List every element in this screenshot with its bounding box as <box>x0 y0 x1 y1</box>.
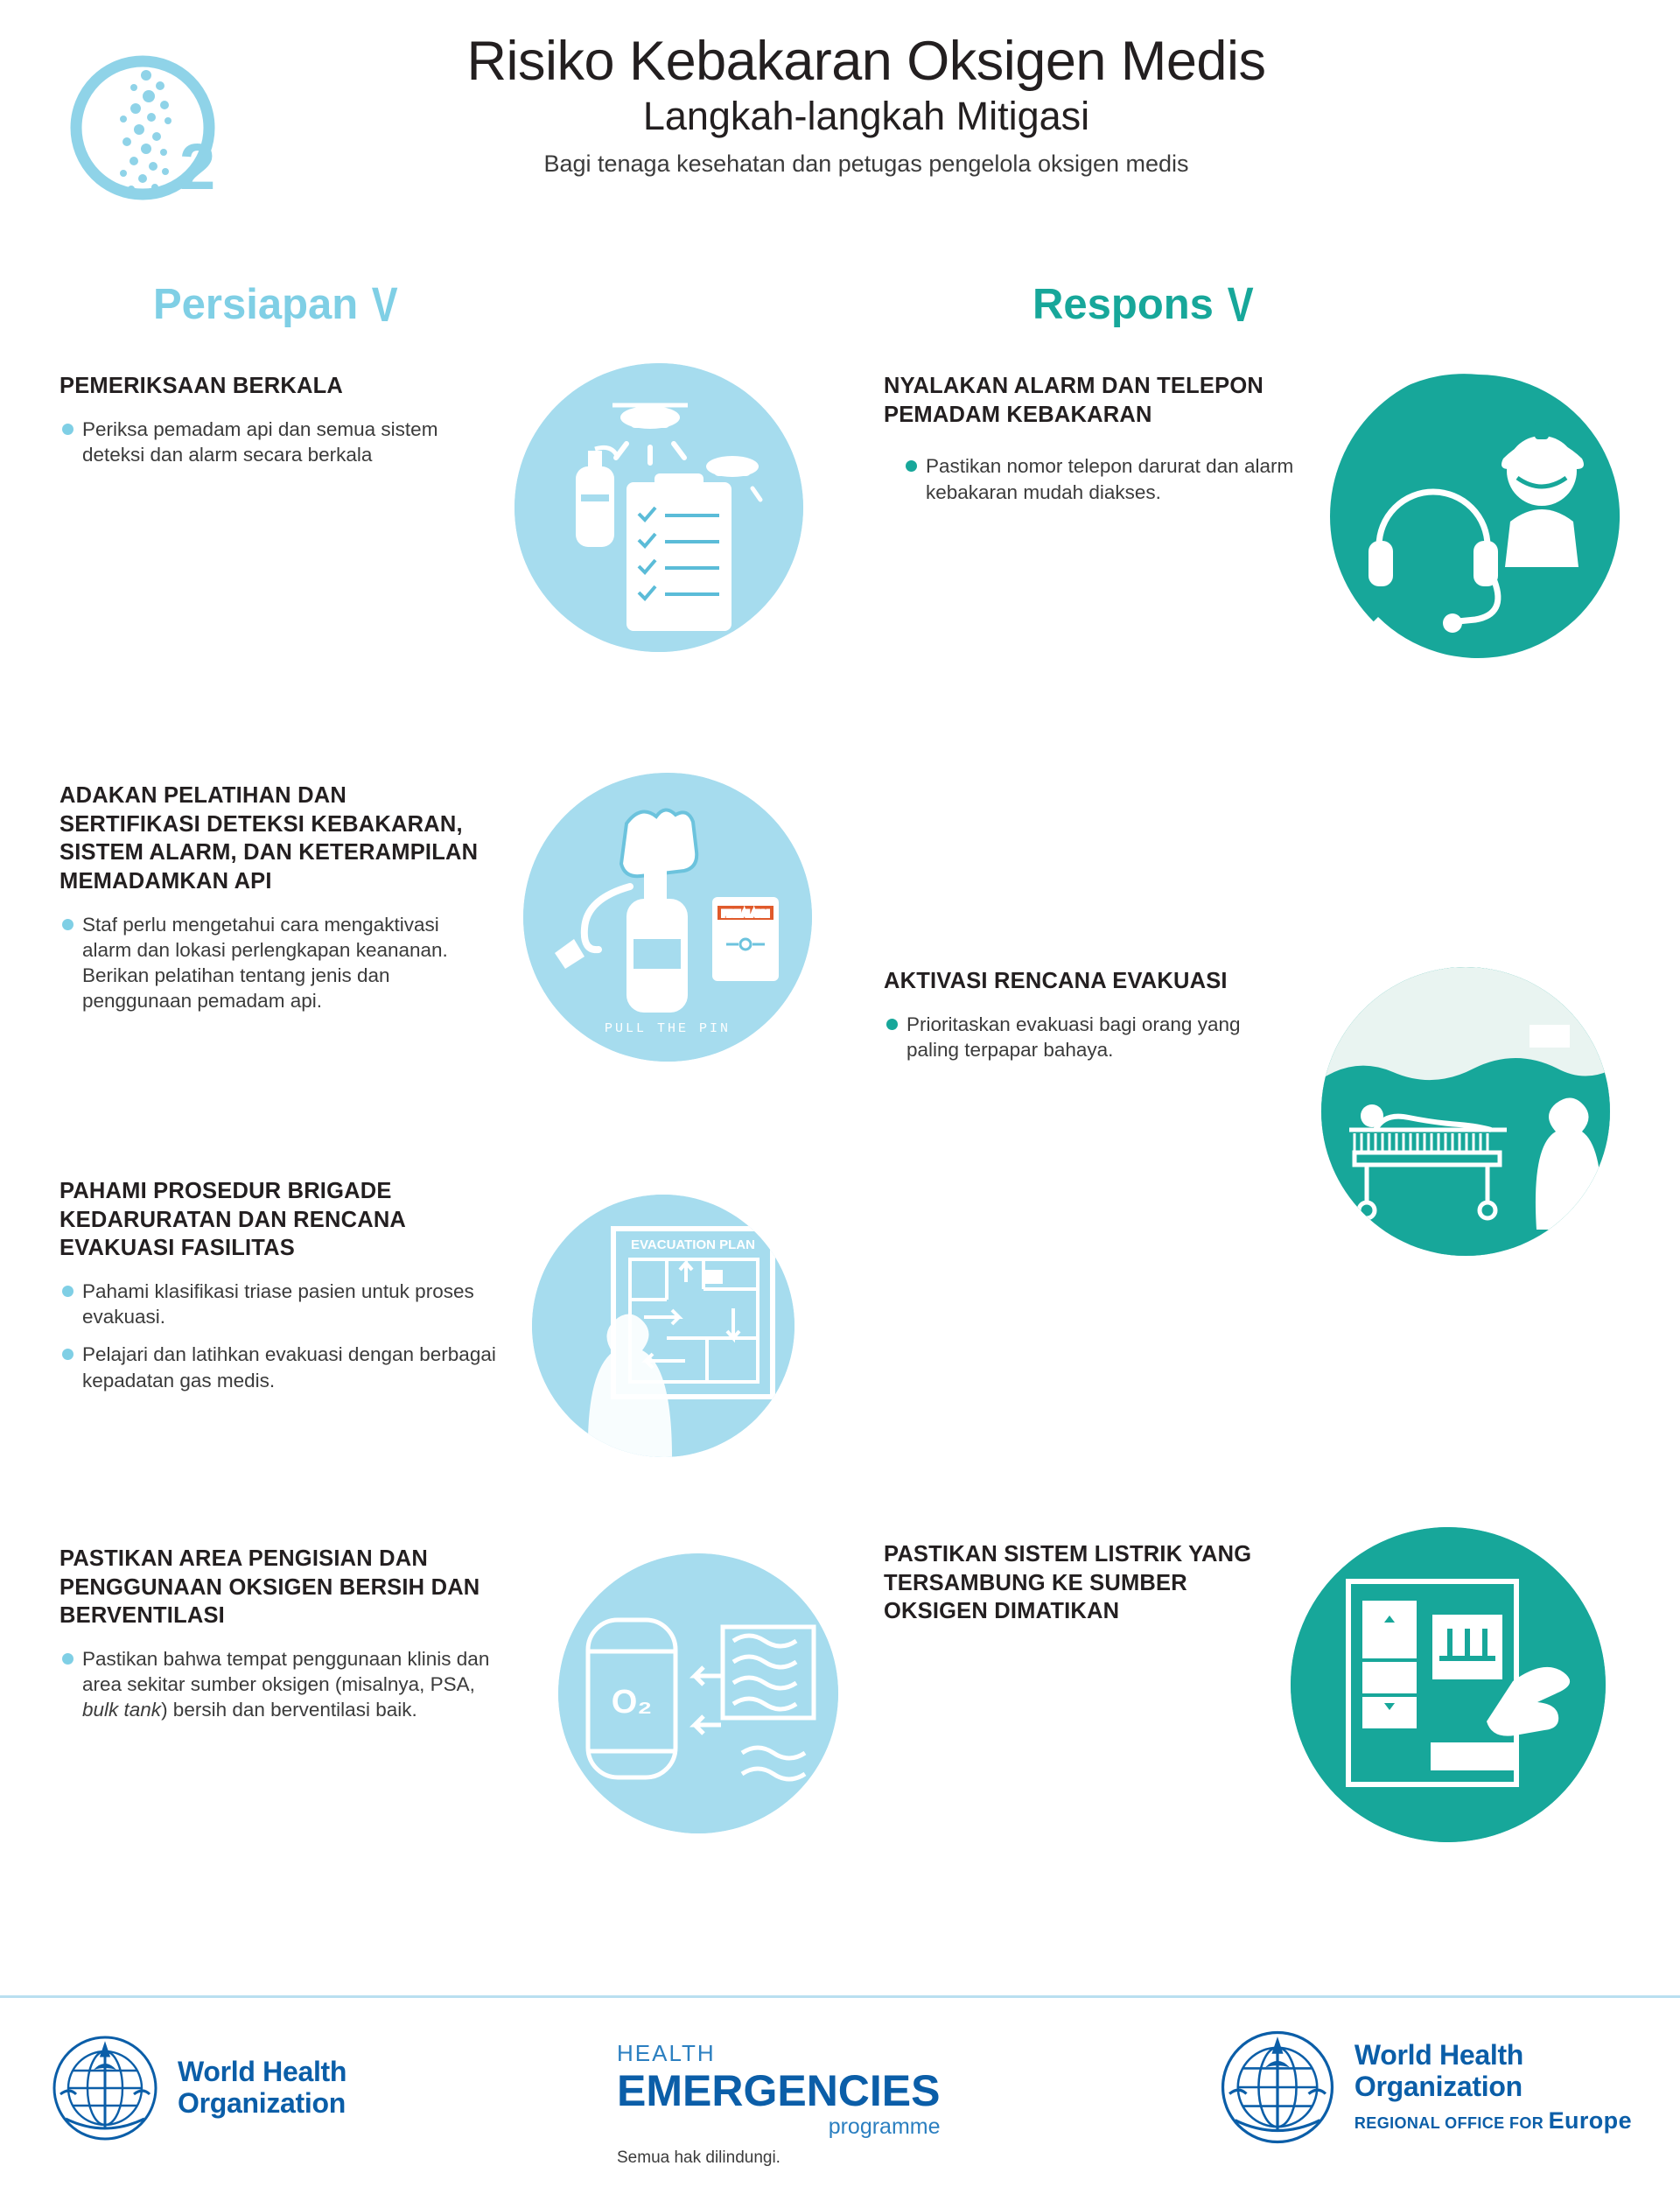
who-europe-emblem-icon <box>1216 2026 1339 2148</box>
svg-text:PRESS HERE: PRESS HERE <box>723 956 768 964</box>
checkmark-icon: V <box>371 277 398 332</box>
block-left-1-bullet: Periksa pemadam api dan semua sistem deteksi dan alarm secara berkala <box>60 417 480 468</box>
evacuation-plan-label: EVACUATION PLAN <box>631 1237 755 1252</box>
block-left-3-bullet: Pelajari dan latihkan evakuasi dengan berbagai kepadatan gas medis. <box>60 1342 497 1393</box>
svg-text:BREAK GLASS: BREAK GLASS <box>720 929 771 937</box>
health-emergencies-logo <box>617 2040 941 2168</box>
block-left-3-bullet: Pahami klasifikasi triase pasien untuk proses evakuasi. <box>60 1279 497 1330</box>
column-header-response <box>1032 277 1256 332</box>
he-line3: programme <box>828 2114 941 2139</box>
block-right-2-bullet: Prioritaskan evakuasi bagi orang yang paling terpapar bahaya. <box>884 1012 1295 1063</box>
who-logo-left <box>48 2031 346 2145</box>
oxygen-label: OXYGEN <box>1440 1749 1505 1765</box>
block-right-2-heading: AKTIVASI RENCANA EVAKUASI <box>884 969 1228 993</box>
patient-bed-evacuation-icon <box>1321 967 1610 1256</box>
column-header-preparation <box>153 277 402 332</box>
block-left-2-heading: ADAKAN PELATIHAN DAN SERTIFIKASI DETEKSI KEBAKARAN, SISTEM ALARM, DAN KETERAMPILAN MEMADAMKAN API <box>60 783 479 894</box>
rights-text: Semua hak dilindungi. <box>617 2148 780 2167</box>
oxygen-logo-icon <box>48 33 267 252</box>
content-area <box>0 363 1680 2061</box>
fire-extinguisher-alarm-icon <box>523 773 812 1062</box>
checkmark-icon: V <box>1227 277 1254 332</box>
region-label: Europe <box>1548 2107 1632 2134</box>
block-right-1-heading: NYALAKAN ALARM DAN TELEPON PEMADAM KEBAKARAN <box>884 374 1264 427</box>
exit-sign-label: EXIT <box>1536 1030 1564 1044</box>
svg-text:EXIT: EXIT <box>705 1274 721 1282</box>
block-left-2-bullet: Staf perlu mengetahui cara mengaktivasi alarm dan lokasi perlengkapan keananan. Berikan pelatihan tentang jenis dan penggunaan pemadam api. <box>60 912 488 1014</box>
page-subtitle: Langkah-langkah Mitigasi <box>642 94 1090 139</box>
block-left-1-heading: PEMERIKSAAN BERKALA <box>60 374 343 398</box>
on-label: ON <box>1377 1637 1402 1655</box>
fire-alarm-label: FIRE ALARM <box>722 909 769 918</box>
block-left-4-heading: PASTIKAN AREA PENGISIAN DAN PENGGUNAAN OKSIGEN BERSIH DAN BERVENTILASI <box>60 1546 480 1629</box>
column-headers <box>0 277 1680 363</box>
page-audience: Bagi tenaga kesehatan dan petugas pengelola oksigen medis <box>543 150 1189 177</box>
footer <box>0 1995 1680 2201</box>
evacuation-plan-icon <box>532 1195 794 1457</box>
who-logo-right <box>1216 2026 1632 2148</box>
column-header-preparation-label: Persiapan <box>153 281 359 328</box>
who-left-line1: World Health <box>178 2056 347 2088</box>
column-header-response-label: Respons <box>1032 281 1214 328</box>
block-right-1-bullet: Pastikan nomor telepon darurat dan alarm kebakaran mudah diakses. <box>903 453 1295 505</box>
bulk-tank-italic: bulk tank <box>82 1699 162 1721</box>
who-left-line2: Organization <box>178 2087 346 2119</box>
svg-text:2: 2 <box>179 130 216 203</box>
who-right-line2: Organization <box>1354 2070 1522 2102</box>
regional-office-label: REGIONAL OFFICE FOR <box>1354 2114 1544 2133</box>
he-line2: EMERGENCIES <box>617 2066 941 2115</box>
block-left-4-bullet: Pastikan bahwa tempat penggunaan klinis dan area sekitar sumber oksigen (misalnya, PSA, bulk tank) bersih dan berventilasi baik. <box>60 1646 497 1723</box>
he-line1: HEALTH <box>617 2040 716 2066</box>
electrical-switch-oxygen-icon <box>1291 1527 1606 1842</box>
block-left-3-heading: PAHAMI PROSEDUR BRIGADE KEDARURATAN DAN RENCANA EVAKUASI FASILITAS <box>60 1179 406 1261</box>
oxygen-tank-ventilation-icon <box>558 1553 838 1833</box>
block-right-3-heading: PASTIKAN SISTEM LISTRIK YANG TERSAMBUNG KE SUMBER OKSIGEN DIMATIKAN <box>884 1542 1252 1624</box>
off-label: OFF <box>1374 1672 1405 1690</box>
header <box>0 0 1680 280</box>
smoke-detector-checklist-icon <box>514 363 803 652</box>
pull-the-pin-label: PULL THE PIN <box>604 1021 732 1036</box>
who-emblem-icon <box>48 2031 162 2145</box>
who-right-line1: World Health <box>1354 2038 1524 2071</box>
o2-tank-label: O₂ <box>611 1684 653 1721</box>
headset-firefighter-call-icon <box>1330 368 1628 665</box>
page-title: Risiko Kebakaran Oksigen Medis <box>466 31 1266 92</box>
